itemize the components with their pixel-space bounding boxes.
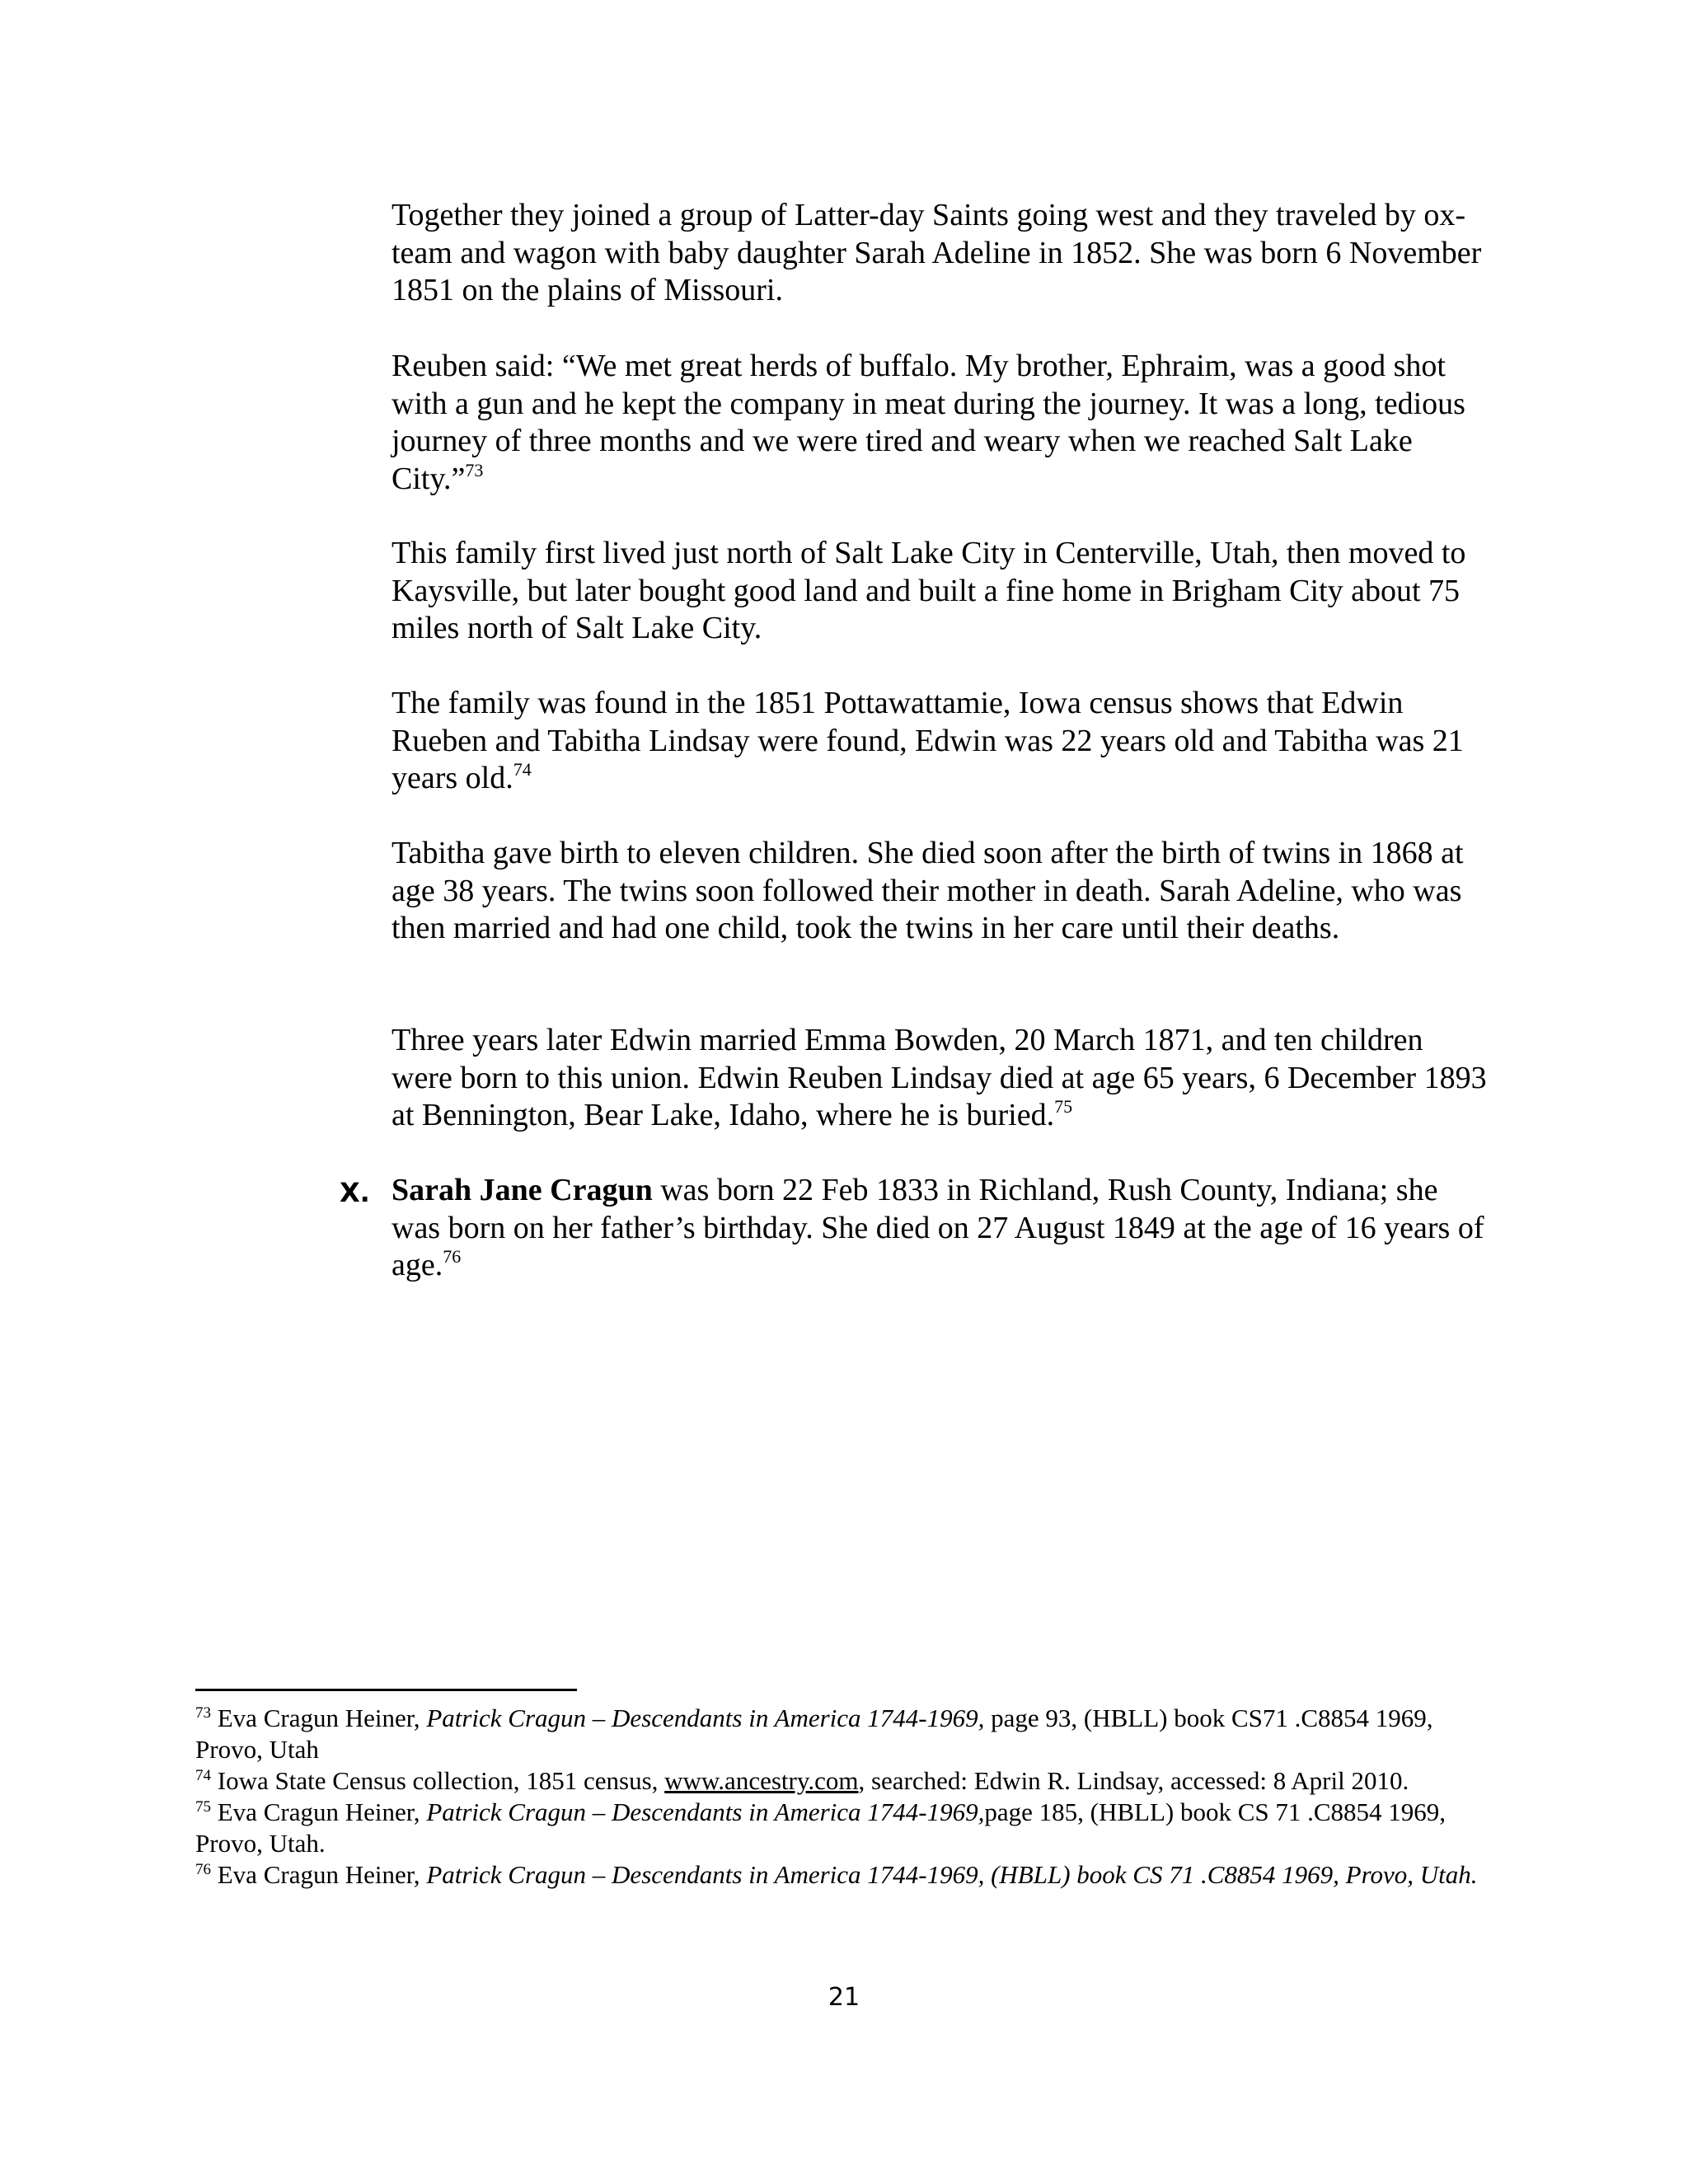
list-item-text: was born 22 Feb 1833 in Richland, Rush County, Indiana; she was born on her father’s birthday. She died on 27 August 1849 at the age of 16 years of age. (392, 1173, 1484, 1282)
footnote-title: Patrick Cragun – Descendants in America 1744-1969, (426, 1704, 985, 1732)
footnote-author: Eva Cragun Heiner, (211, 1704, 427, 1732)
footnote-text: , searched: Edwin R. Lindsay, accessed: 8 April 2010. (858, 1766, 1409, 1795)
ancestry-link[interactable]: www.ancestry.com (664, 1766, 859, 1795)
paragraph-reuben-quote (392, 348, 1488, 498)
footnote-number: 73 (195, 1704, 211, 1722)
person-name: Sarah Jane Cragun (392, 1173, 653, 1207)
footnote-73 (195, 1703, 1498, 1765)
footnote-ref[interactable]: 73 (465, 459, 484, 480)
paragraph-text: Tabitha gave birth to eleven children. She died soon after the birth of twins in 1868 at age 38 years. The twins soon followed their mother in death. Sarah Adeline, who was then married and had one child, took the twins in her care until their deaths. (392, 836, 1464, 945)
footnote-separator (195, 1689, 577, 1691)
paragraph-tabitha (392, 835, 1488, 948)
paragraph-edwin-remarriage (392, 1022, 1488, 1135)
footnote-rest: page 185, (HBLL) book CS 71 .C8854 1969, Provo, Utah. (195, 1797, 1447, 1858)
page-number: 21 (828, 1983, 860, 2012)
paragraph-text: Three years later Edwin married Emma Bowden, 20 March 1871, and ten children were born to this union. Edwin Reuben Lindsay died at age 65 years, 6 December 1893 at Bennington, Bear Lake, Idaho, where he is buried. (392, 1023, 1487, 1132)
paragraph-text: The family was found in the 1851 Pottawattamie, Iowa census shows that Edwin Rueben and Tabitha Lindsay were found, Edwin was 22 years old and Tabitha was 21 years old. (392, 686, 1464, 795)
paragraph-census (392, 685, 1488, 798)
footnote-ref[interactable]: 74 (513, 759, 532, 780)
list-item-sarah-jane (392, 1172, 1488, 1285)
paragraph-text: Reuben said: “We met great herds of buffalo. My brother, Ephraim, was a good shot with a gun and he kept the company in meat during the journey. It was a long, tedious journey of three months and we were tired and weary when we reached Salt Lake City.” (392, 349, 1465, 496)
footnote-text: Iowa State Census collection, 1851 census, (211, 1766, 665, 1795)
footnote-title: Patrick Cragun – Descendants in America 1744-1969, (426, 1797, 985, 1826)
footnote-rest: page 93, (HBLL) book CS71 .C8854 1969, Provo, Utah (195, 1704, 1433, 1764)
footnote-title: Patrick Cragun – Descendants in America 1744-1969, (HBLL) book CS 71 .C8854 1969, Provo, Utah. (426, 1860, 1478, 1889)
footnote-76 (195, 1859, 1498, 1891)
footnote-number: 75 (195, 1798, 211, 1816)
footnote-number: 74 (195, 1767, 211, 1784)
paragraph-family-homes (392, 535, 1488, 648)
footnote-ref[interactable]: 76 (443, 1246, 462, 1267)
footnote-author: Eva Cragun Heiner, (211, 1860, 427, 1889)
paragraph-journey-west (392, 197, 1488, 310)
footnote-74 (195, 1765, 1498, 1797)
footnote-75 (195, 1797, 1498, 1859)
footnote-number: 76 (195, 1861, 211, 1878)
list-marker: X. (340, 1177, 370, 1208)
footnote-author: Eva Cragun Heiner, (211, 1797, 427, 1826)
paragraph-text: Together they joined a group of Latter-day Saints going west and they traveled by ox-team and wagon with baby daughter Sarah Adeline in 1852. She was born 6 November 1851 on the plains of Missouri. (392, 198, 1482, 307)
paragraph-text: This family first lived just north of Salt Lake City in Centerville, Utah, then moved to Kaysville, but later bought good land and built a fine home in Brigham City about 75 miles north of Salt Lake City. (392, 536, 1466, 645)
footnotes (195, 1703, 1498, 1891)
footnote-ref[interactable]: 75 (1054, 1096, 1073, 1117)
